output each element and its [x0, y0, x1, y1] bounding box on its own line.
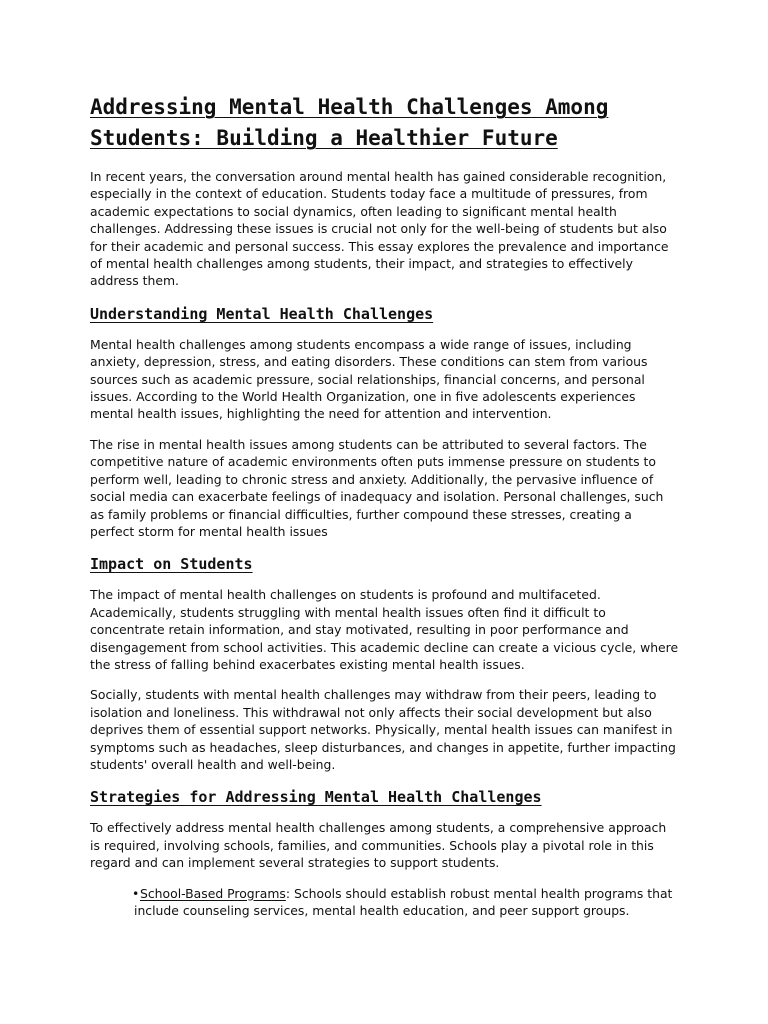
paragraph: The rise in mental health issues among students can be attributed to several factors. The competitive nature of academic environments often puts immense pressure on students to perform well, leading to chronic stress and anxiety. Additionally, the pervasive influence of social media can exacerbate feelings of inadequacy and isolation. Personal challenges, such as family problems or financial difficulties, further compound these stresses, creating a perfect storm for mental health issues	[90, 436, 664, 539]
document-body	[90, 92, 680, 919]
intro-paragraph: In recent years, the conversation around mental health has gained considerable recognition, especially in the context of education. Students today face a multitude of pressures, from academic expectations to social dynamics, often leading to significant mental health challenges. Addressing these issues is crucial not only for the well-being of students but also for their academic and personal success. This essay explores the prevalence and importance of mental health challenges among students, their impact, and strategies to effectively address them.	[90, 169, 669, 289]
bullet-icon: •	[132, 885, 140, 901]
list-item-term: School-Based Programs	[140, 885, 286, 901]
list-item	[134, 885, 680, 920]
paragraph: To effectively address mental health challenges among students, a comprehensive approach is required, involving schools, families, and communities. Schools play a pivotal role in this regard and can implement several strategies to support students.	[90, 820, 667, 871]
paragraph: Mental health challenges among students encompass a wide range of issues, including anxiety, depression, stress, and eating disorders. These conditions can stem from various sources such as academic pressure, social relationships, financial concerns, and personal issues. According to the World Health Organization, one in five adolescents experiences mental health issues, highlighting the need for attention and intervention.	[90, 336, 648, 422]
paragraph: The impact of mental health challenges on students is profound and multifaceted. Academically, students struggling with mental health issues often find it difficult to concentrate retain information, and stay motivated, resulting in poor performance and disengagement from school activities. This academic decline can create a vicious cycle, where the stress of falling behind exacerbates existing mental health issues.	[90, 587, 679, 672]
list-item-text: : Schools should establish robust mental health programs that include counseling services, mental health education, and peer support groups.	[134, 885, 673, 918]
section-heading-understanding: Understanding Mental Health Challenges	[90, 304, 434, 323]
section-heading-strategies: Strategies for Addressing Mental Health Challenges	[90, 788, 542, 807]
strategies-list	[90, 885, 680, 920]
paragraph: Socially, students with mental health challenges may withdraw from their peers, leading to isolation and loneliness. This withdrawal not only affects their social development but also deprives them of essential support networks. Physically, mental health issues can manifest in symptoms such as headaches, sleep disturbances, and changes in appetite, further impacting students' overall health and well-being.	[90, 687, 676, 772]
section-heading-impact: Impact on Students	[90, 555, 253, 574]
document-title: Addressing Mental Health Challenges Among Students: Building a Healthier Future	[90, 95, 609, 150]
list-item-body	[134, 885, 680, 920]
